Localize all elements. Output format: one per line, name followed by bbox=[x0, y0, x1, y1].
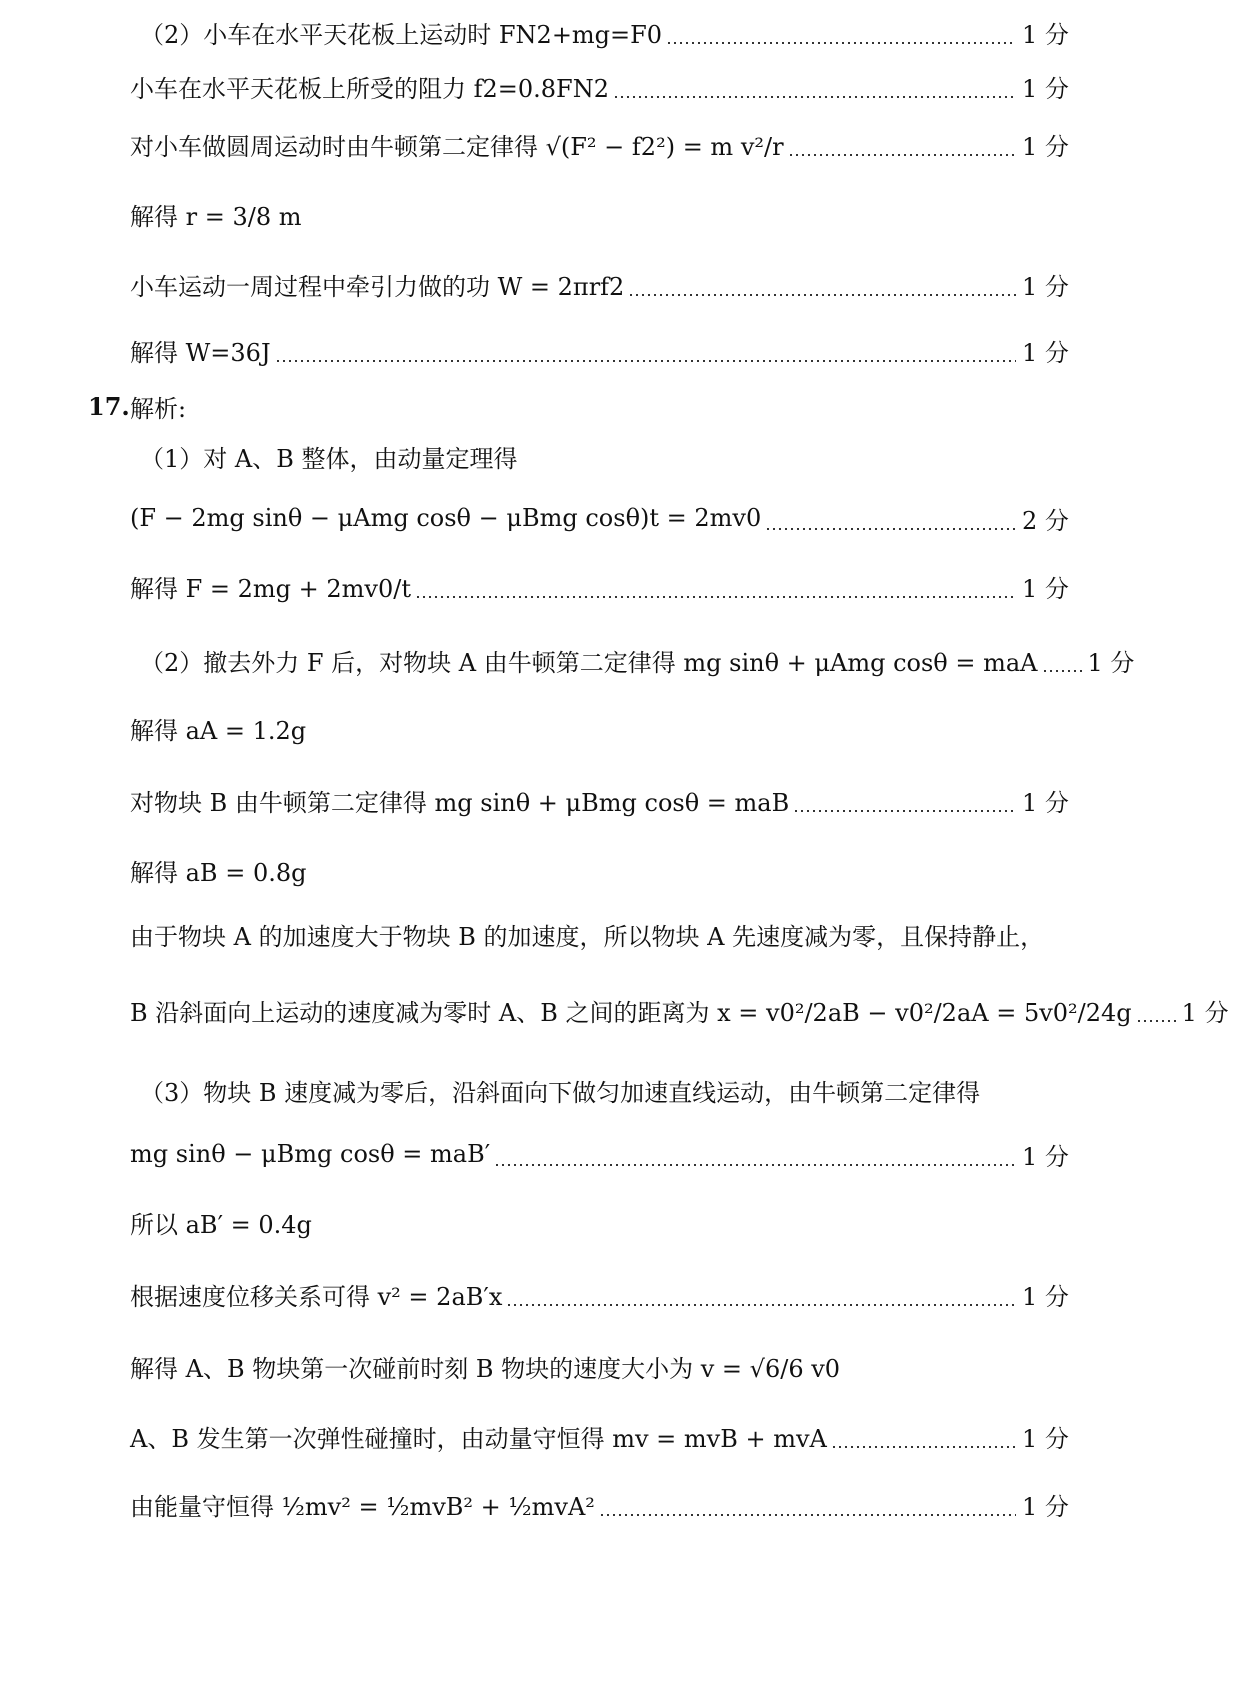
solution-line bbox=[0, 1484, 1082, 1524]
solution-text: mg sinθ − μBmg cosθ = maB′ bbox=[130, 1140, 491, 1168]
dot-leader bbox=[494, 1164, 1016, 1166]
solution-line bbox=[0, 1070, 1100, 1110]
solution-text: 根据速度位移关系可得 v² = 2aB′x bbox=[130, 1282, 503, 1311]
solution-text: 解得 aB = 0.8g bbox=[130, 858, 307, 887]
dot-leader bbox=[788, 154, 1016, 156]
solution-text: （2）撤去外力 F 后，对物块 A 由牛顿第二定律得 mg sinθ + μAmg cosθ = maA bbox=[140, 648, 1038, 677]
dot-leader bbox=[793, 810, 1016, 812]
dot-leader bbox=[415, 596, 1016, 598]
solution-text: 对物块 B 由牛顿第二定律得 mg sinθ + μBmg cosθ = maB bbox=[130, 788, 790, 817]
solution-line bbox=[0, 990, 1229, 1030]
solution-line bbox=[0, 1416, 1082, 1456]
score-mark: 1 分 bbox=[1022, 1142, 1069, 1171]
solution-line bbox=[0, 1346, 1100, 1386]
solution-line bbox=[0, 66, 1082, 106]
dot-leader bbox=[506, 1304, 1016, 1306]
score-mark: 1 分 bbox=[1022, 338, 1069, 367]
dot-leader bbox=[599, 1514, 1016, 1516]
solution-text: 解得 r = 3/8 m bbox=[130, 202, 302, 231]
solution-text: 小车运动一周过程中牵引力做的功 W = 2πrf2 bbox=[130, 272, 625, 301]
solution-line bbox=[0, 436, 1100, 476]
solution-text: 解得 A、B 物块第一次碰前时刻 B 物块的速度大小为 v = √6/6 v0 bbox=[130, 1354, 841, 1383]
score-mark: 1 分 bbox=[1022, 20, 1069, 49]
solution-text: （1）对 A、B 整体，由动量定理得 bbox=[140, 444, 518, 473]
solution-line bbox=[0, 194, 1100, 234]
solution-line bbox=[0, 264, 1082, 304]
solution-line bbox=[0, 124, 1082, 164]
solution-line bbox=[0, 1202, 1100, 1242]
solution-line bbox=[0, 708, 1100, 748]
solution-text: 解得 F = 2mg + 2mv0/t bbox=[130, 574, 411, 603]
solution-text: 对小车做圆周运动时由牛顿第二定律得 √(F² − f2²) = m v²/r bbox=[130, 132, 784, 161]
solution-line bbox=[0, 914, 1100, 954]
solution-text: 小车在水平天花板上所受的阻力 f2=0.8FN2 bbox=[130, 74, 609, 103]
dot-leader bbox=[666, 42, 1016, 44]
dot-leader bbox=[275, 360, 1016, 362]
solution-text: 由能量守恒得 ½mv² = ½mvB² + ½mvA² bbox=[130, 1492, 595, 1521]
dot-leader bbox=[1136, 1020, 1176, 1022]
solution-line bbox=[0, 498, 1082, 538]
solution-line bbox=[0, 330, 1082, 370]
score-mark: 1 分 bbox=[1022, 1492, 1069, 1521]
solution-text: （3）物块 B 速度减为零后，沿斜面向下做匀加速直线运动，由牛顿第二定律得 bbox=[140, 1078, 981, 1107]
solution-text: B 沿斜面向上运动的速度减为零时 A、B 之间的距离为 x = v0²/2aB − v0²/2aA = 5v0²/24g bbox=[130, 998, 1132, 1027]
score-mark: 1 分 bbox=[1022, 788, 1069, 817]
dot-leader bbox=[613, 96, 1016, 98]
solution-line bbox=[0, 640, 1135, 680]
solution-text: A、B 发生第一次弹性碰撞时，由动量守恒得 mv = mvB + mvA bbox=[130, 1424, 827, 1453]
dot-leader bbox=[628, 294, 1016, 296]
solution-line bbox=[0, 1274, 1082, 1314]
solution-line bbox=[0, 566, 1082, 606]
solution-text: 所以 aB′ = 0.4g bbox=[130, 1210, 312, 1239]
question-number: 17. bbox=[88, 391, 130, 421]
score-mark: 1 分 bbox=[1022, 74, 1069, 103]
score-mark: 1 分 bbox=[1181, 998, 1229, 1027]
solution-line bbox=[0, 850, 1100, 890]
solution-text: 由于物块 A 的加速度大于物块 B 的加速度，所以物块 A 先速度减为零，且保持静止， bbox=[130, 922, 1045, 951]
score-mark: 1 分 bbox=[1022, 1424, 1069, 1453]
solution-line bbox=[0, 780, 1082, 820]
dot-leader bbox=[1042, 670, 1082, 672]
solution-text: 解得 W=36J bbox=[130, 338, 271, 367]
score-mark: 1 分 bbox=[1022, 272, 1069, 301]
score-mark: 2 分 bbox=[1022, 506, 1069, 535]
solution-text: 解得 aA = 1.2g bbox=[130, 716, 307, 745]
solution-line bbox=[0, 1134, 1082, 1174]
solution-line bbox=[0, 386, 1100, 426]
dot-leader bbox=[765, 528, 1016, 530]
solution-text: (F − 2mg sinθ − μAmg cosθ − μBmg cosθ)t = 2mv0 bbox=[130, 504, 762, 532]
score-mark: 1 分 bbox=[1022, 1282, 1069, 1311]
score-mark: 1 分 bbox=[1022, 132, 1069, 161]
dot-leader bbox=[831, 1446, 1016, 1448]
score-mark: 1 分 bbox=[1022, 574, 1069, 603]
score-mark: 1 分 bbox=[1087, 648, 1135, 677]
solution-text: 解析: bbox=[130, 394, 187, 423]
solution-line bbox=[0, 12, 1082, 52]
solution-text: （2）小车在水平天花板上运动时 FN2+mg=F0 bbox=[140, 20, 663, 49]
